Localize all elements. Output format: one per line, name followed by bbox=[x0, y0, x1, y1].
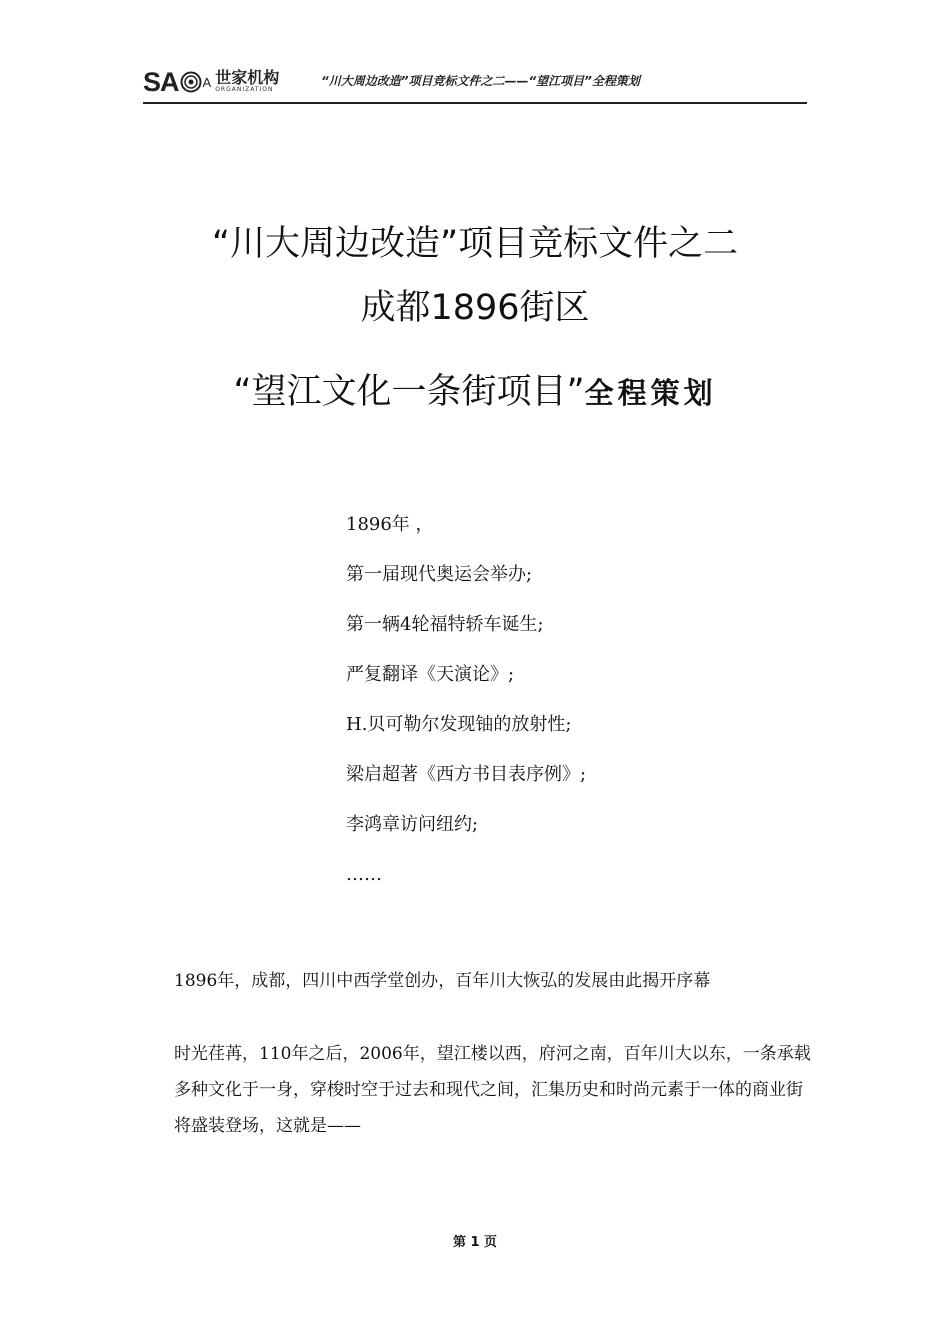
logo-text bbox=[215, 70, 279, 94]
document-title-line3 bbox=[0, 364, 950, 414]
title-suffix: 全程策划 bbox=[584, 376, 717, 410]
document-title-line2: 成都1896街区 bbox=[360, 288, 590, 328]
body-paragraph: 时光荏苒，110年之后，2006年，望江楼以西，府河之南，百年川大以东，一条承载多种文化于一身，穿梭时空于过去和现代之间，汇集历史和时尚元素于一体的商业街将盛装登场，这就是—— bbox=[174, 1044, 811, 1136]
list-item: H.贝可勒尔发现铀的放射性; bbox=[346, 714, 572, 735]
page-header bbox=[143, 62, 807, 104]
list-item: 1896年 ， bbox=[346, 514, 434, 535]
list-item: 第一辆4轮福特轿车诞生; bbox=[346, 614, 544, 635]
company-logo bbox=[143, 66, 279, 98]
document-title-line1: “川大周边改造”项目竞标文件之二 bbox=[211, 224, 739, 264]
list-item: 严复翻译《天演论》; bbox=[346, 664, 515, 685]
page-number: 第 1 页 bbox=[452, 1235, 498, 1250]
logo-ring-icon bbox=[180, 71, 202, 93]
header-title: “川大周边改造”项目竞标文件之二——“望江项目”全程策划 bbox=[321, 74, 640, 88]
list-item: 第一届现代奥运会举办; bbox=[346, 564, 533, 585]
events-1896-list bbox=[346, 512, 586, 912]
logo-english-name: ORGANIZATION bbox=[215, 86, 274, 93]
logo-a-text: A bbox=[202, 74, 212, 90]
list-item: …… bbox=[346, 864, 382, 885]
logo-chinese-name: 世家机构 bbox=[215, 68, 280, 87]
intro-paragraph: 1896年，成都，四川中西学堂创办，百年川大恢弘的发展由此揭开序幕 bbox=[174, 971, 711, 991]
logo-sa-text: SA bbox=[143, 66, 179, 97]
list-item: 梁启超著《西方书目表序例》; bbox=[346, 764, 587, 785]
title-project-name: “望江文化一条街项目” bbox=[233, 372, 585, 412]
list-item: 李鸿章访问纽约; bbox=[346, 814, 479, 835]
